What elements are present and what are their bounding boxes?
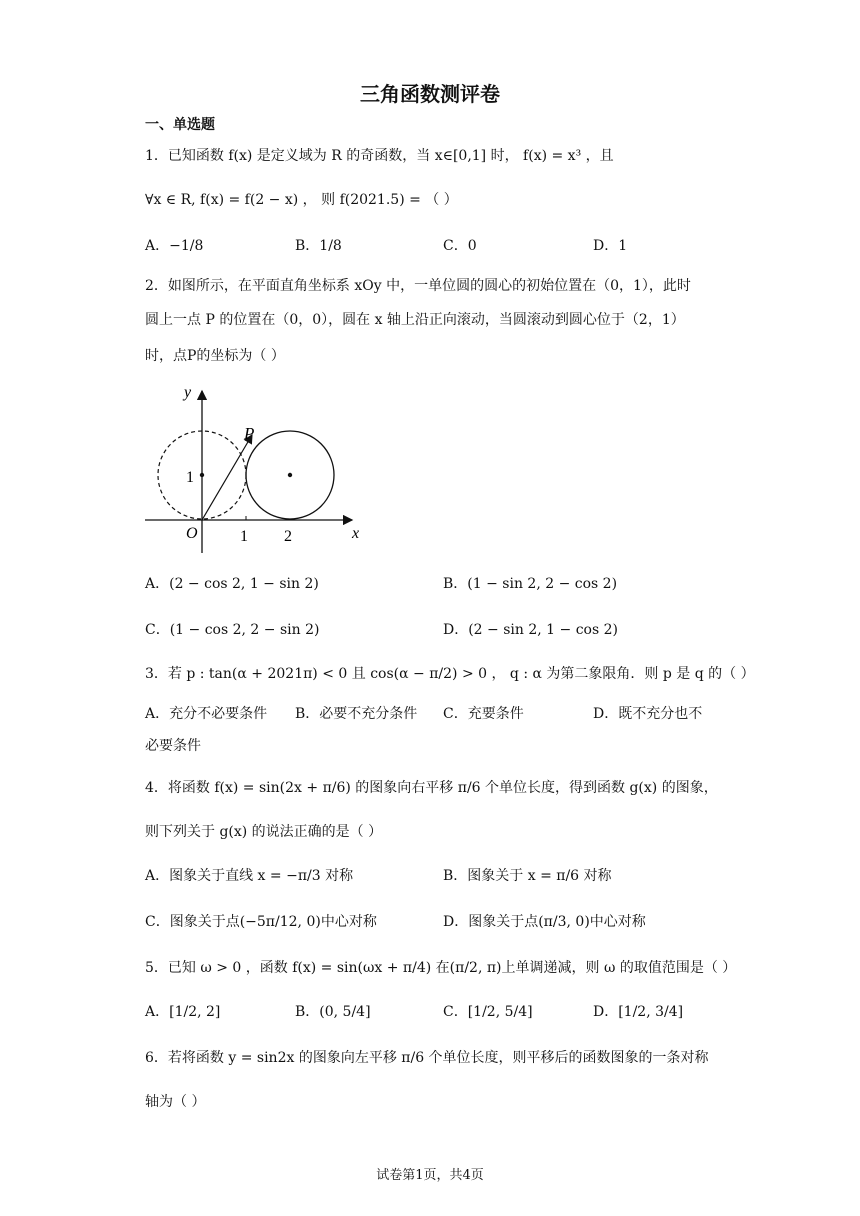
q5-option-c: C．[1/2, 5/4] [443,1004,533,1020]
q1-option-a: A．−1/8 [145,238,204,254]
q6-line2: 轴为（ ） [145,1094,206,1110]
q4-option-a: A．图象关于直线 x = −π/3 对称 [145,868,354,884]
q2-option-d: D．(2 − sin 2, 1 − cos 2) [443,622,618,638]
q5-line1: 5．已知 ω > 0 ，函数 f(x) = sin(ωx + π/4) 在(π/2, π)上单调递减，则 ω 的取值范围是（ ） [145,960,737,976]
label-1-x: 1 [240,528,248,545]
label-o: O [186,525,198,542]
q2-line2: 圆上一点 P 的位置在（0，0），圆在 x 轴上沿正向滚动，当圆滚动到圆心位于（2，1） [145,312,685,328]
label-2-x: 2 [284,528,292,545]
q4-option-b: B．图象关于 x = π/6 对称 [443,868,612,884]
label-p: P [244,424,255,443]
section-heading: 一、单选题 [145,117,215,133]
q2-option-c: C．(1 − cos 2, 2 − sin 2) [145,622,320,638]
q2-option-b: B．(1 − sin 2, 2 − cos 2) [443,576,618,592]
label-y: y [184,384,192,401]
q3-option-a: A．充分不必要条件 [145,706,268,722]
q1-option-b: B．1/8 [295,238,342,254]
q4-line2: 则下列关于 g(x) 的说法正确的是（ ） [145,824,383,840]
q6-line1: 6．若将函数 y = sin2x 的图象向左平移 π/6 个单位长度，则平移后的函数图象的一条对称 [145,1050,709,1066]
q5-option-b: B．(0, 5/4] [295,1004,371,1020]
rolled-center [288,473,292,477]
q2-line1: 2．如图所示，在平面直角坐标系 xOy 中，一单位圆的圆心的初始位置在（0，1），此时 [145,278,691,294]
q1-line1: 1．已知函数 f(x) 是定义域为 R 的奇函数，当 x∈[0,1] 时， f(x) = x³ ，且 [145,148,614,164]
q1-option-c: C．0 [443,238,477,254]
q3-line1: 3．若 p : tan(α + 2021π) < 0 且 cos(α − π/2) > 0 ， q : α 为第二象限角．则 p 是 q 的（ ） [145,666,755,682]
q1-option-d: D．1 [593,238,628,254]
q3-option-c: C．充要条件 [443,706,524,722]
q2-option-a: A．(2 − cos 2, 1 − sin 2) [145,576,319,592]
q3-option-d: D．既不充分也不 [593,706,703,722]
initial-center [200,473,204,477]
label-1-y: 1 [186,469,194,486]
q4-option-c: C．图象关于点(−5π/12, 0)中心对称 [145,914,377,930]
q5-option-a: A．[1/2, 2] [145,1004,221,1020]
label-x: x [352,525,360,542]
q1-line2: ∀x ∈ R, f(x) = f(2 − x) ， 则 f(2021.5) = （ ） [145,192,458,208]
q4-option-d: D．图象关于点(π/3, 0)中心对称 [443,914,646,930]
q3-option-b: B．必要不充分条件 [295,706,418,722]
page-footer: 试卷第1页，共4页 [376,1168,484,1183]
q3-option-d-cont: 必要条件 [145,738,201,754]
op-segment [202,435,252,520]
q4-line1: 4．将函数 f(x) = sin(2x + π/6) 的图象向右平移 π/6 个单位长度，得到函数 g(x) 的图象， [145,780,718,796]
page-title: 三角函数测评卷 [360,82,500,106]
q2-line3: 时，点P的坐标为（ ） [145,348,285,364]
rolling-circle-figure [140,375,380,555]
q5-option-d: D．[1/2, 3/4] [593,1004,684,1020]
